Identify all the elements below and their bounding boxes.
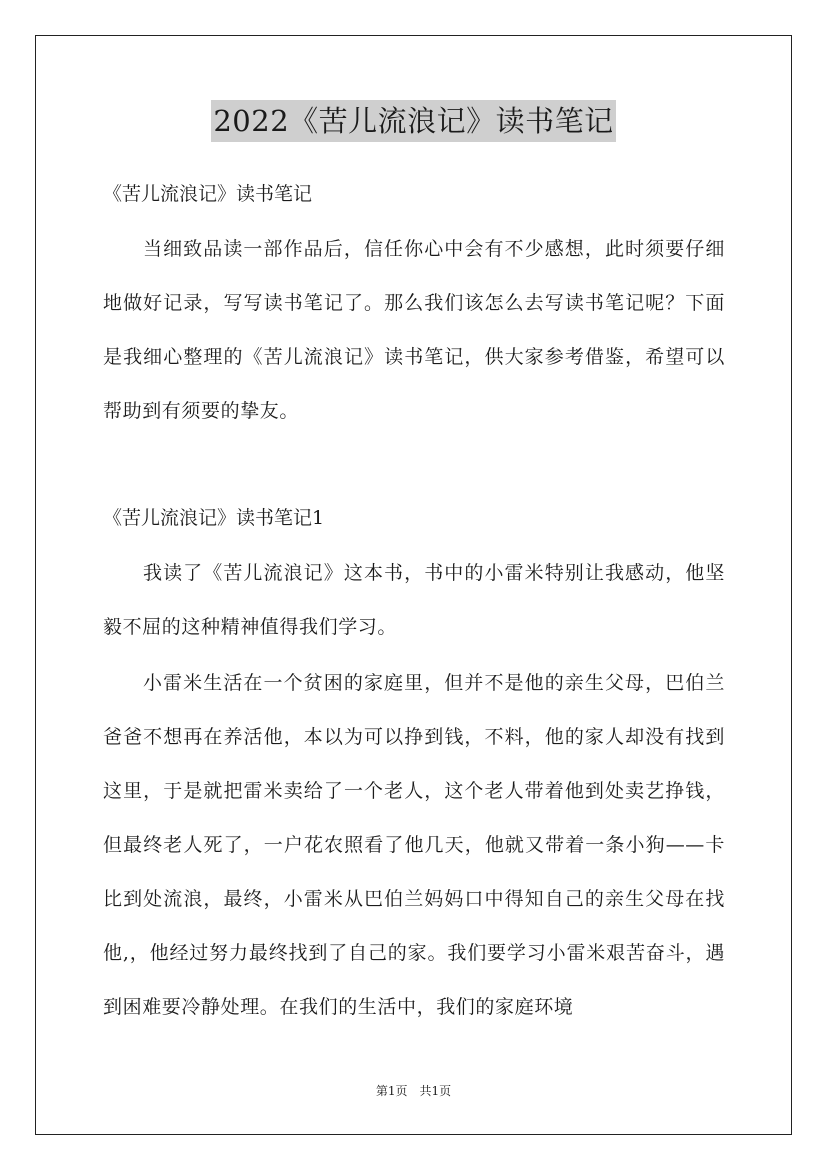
page-footer: 第1页 共1页 bbox=[375, 1084, 452, 1098]
document-title: 2022《苦儿流浪记》读书笔记 bbox=[211, 100, 615, 142]
section1-paragraph-2: 小雷米生活在一个贫困的家庭里，但并不是他的亲生父母，巴伯兰爸爸不想再在养活他，本以为可以挣到钱，不料，他的家人却没有找到这里，于是就把雷米卖给了一个老人，这个老人带着他到处卖艺挣钱，但最终老人死了，一户花农照看了他几天，他就又带着一条小狗——卡比到处流浪，最终，小雷米从巴伯兰妈妈口中得知自己的亲生父母在找他,，他经过努力最终找到了自己的家。我们要学习小雷米艰苦奋斗，遇到困难要冷静处理。在我们的生活中，我们的家庭环境 bbox=[103, 672, 725, 1018]
section1-paragraph-1: 我读了《苦儿流浪记》这本书，书中的小雷米特别让我感动，他坚毅不屈的这种精神值得我们学习。 bbox=[103, 562, 725, 638]
intro-heading: 《苦儿流浪记》读书笔记 bbox=[103, 183, 313, 205]
title-container bbox=[0, 100, 827, 142]
intro-paragraph: 当细致品读一部作品后，信任你心中会有不少感想，此时须要仔细地做好记录，写写读书笔记了。那么我们该怎么去写读书笔记呢？下面是我细心整理的《苦儿流浪记》读书笔记，供大家参考借鉴，希望可以帮助到有须要的挚友。 bbox=[103, 238, 725, 422]
section1-heading: 《苦儿流浪记》读书笔记1 bbox=[103, 507, 325, 529]
